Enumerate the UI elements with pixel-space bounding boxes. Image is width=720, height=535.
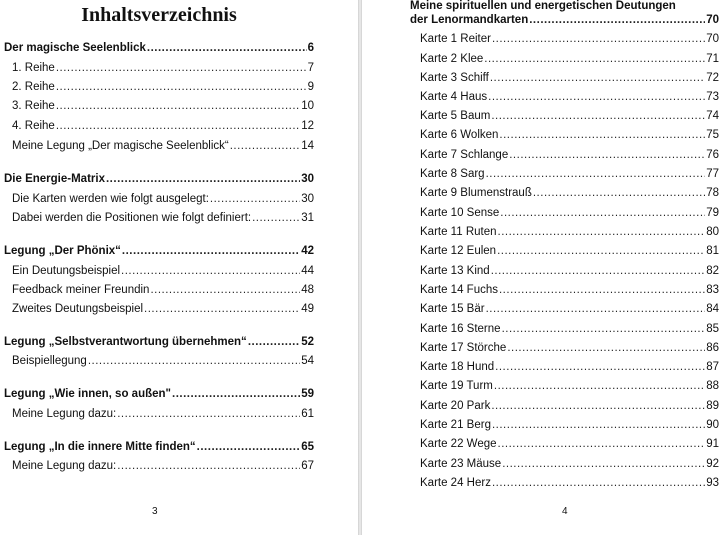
- toc-page: 85: [706, 323, 719, 335]
- toc-page: 74: [706, 110, 719, 122]
- toc-label: Karte 15 Bär: [420, 303, 485, 315]
- toc-card-2[interactable]: [420, 53, 719, 65]
- toc-label: Karte 12 Eulen: [420, 245, 497, 257]
- dot-leader: [494, 380, 705, 392]
- toc-entry-innere-mitte[interactable]: [4, 441, 314, 453]
- toc-label: Karte 2 Klee: [420, 53, 484, 65]
- toc-label: der Lenormandkarten: [410, 14, 529, 26]
- dot-leader: [56, 120, 300, 132]
- toc-label: Karte 1 Reiter: [420, 33, 491, 45]
- toc-entry-karten-ausgelegt[interactable]: [12, 193, 314, 205]
- toc-label: Karte 19 Turm: [420, 380, 493, 392]
- left-page: [0, 0, 358, 535]
- dot-leader: [491, 110, 705, 122]
- toc-entry-die-energie-matrix[interactable]: [4, 173, 314, 185]
- toc-entry-zweites-deutungsbeispiel[interactable]: [12, 303, 314, 315]
- toc-card-5[interactable]: [420, 110, 719, 122]
- toc-label: Karte 14 Fuchs: [420, 284, 498, 296]
- toc-card-23[interactable]: [420, 458, 719, 470]
- toc-entry-positionen-definiert[interactable]: [12, 212, 314, 224]
- toc-label: 2. Reihe: [12, 81, 55, 93]
- toc-label: Legung „In die innere Mitte finden“: [4, 441, 196, 453]
- dot-leader: [500, 207, 705, 219]
- toc-label: Karte 3 Schiff: [420, 72, 489, 84]
- toc-label: Karte 11 Ruten: [420, 226, 497, 238]
- toc-card-7[interactable]: [420, 149, 719, 161]
- dot-leader: [484, 53, 705, 65]
- toc-page: 83: [706, 284, 719, 296]
- toc-label: Karte 17 Störche: [420, 342, 507, 354]
- dot-leader: [230, 140, 301, 152]
- toc-card-14[interactable]: [420, 284, 719, 296]
- toc-label: Karte 22 Wege: [420, 438, 497, 450]
- dot-leader: [492, 419, 705, 431]
- toc-label: 3. Reihe: [12, 100, 55, 112]
- toc-page: 72: [706, 72, 719, 84]
- toc-page: 79: [706, 207, 719, 219]
- dot-leader: [497, 245, 705, 257]
- toc-page: 52: [301, 336, 314, 348]
- toc-entry-beispiellegung[interactable]: [12, 355, 314, 367]
- toc-page: 12: [301, 120, 314, 132]
- dot-leader: [56, 81, 307, 93]
- dot-leader: [491, 400, 705, 412]
- toc-card-1[interactable]: [420, 33, 719, 45]
- dot-leader: [147, 42, 307, 54]
- toc-label: Karte 9 Blumenstrauß: [420, 187, 532, 199]
- dot-leader: [172, 388, 300, 400]
- toc-label: Die Karten werden wie folgt ausgelegt:: [12, 193, 209, 205]
- toc-page: 87: [706, 361, 719, 373]
- toc-card-21[interactable]: [420, 419, 719, 431]
- dot-leader: [533, 187, 705, 199]
- toc-entry-meine-legung-dazu-2[interactable]: [12, 460, 314, 472]
- dot-leader: [488, 91, 705, 103]
- dot-leader: [88, 355, 300, 367]
- toc-label: Meine Legung dazu:: [12, 460, 117, 472]
- toc-label: Karte 10 Sense: [420, 207, 500, 219]
- toc-entry-ein-deutungsbeispiel[interactable]: [12, 265, 314, 277]
- toc-label: Karte 16 Sterne: [420, 323, 501, 335]
- toc-label: Ein Deutungsbeispiel: [12, 265, 121, 277]
- toc-page: 70: [706, 33, 719, 45]
- toc-page: 54: [301, 355, 314, 367]
- dot-leader: [197, 441, 301, 453]
- toc-page: 73: [706, 91, 719, 103]
- toc-page: 88: [706, 380, 719, 392]
- dot-leader: [210, 193, 300, 205]
- toc-entry-3-reihe[interactable]: [12, 100, 314, 112]
- toc-label: Legung „Selbstverantwortung übernehmen“: [4, 336, 247, 348]
- dot-leader: [117, 408, 300, 420]
- dot-leader: [117, 460, 300, 472]
- dot-leader: [492, 477, 705, 489]
- toc-label: Karte 13 Kind: [420, 265, 490, 277]
- toc-entry-lenormand-deutungen[interactable]: [410, 14, 719, 26]
- toc-card-4[interactable]: [420, 91, 719, 103]
- toc-page: 81: [706, 245, 719, 257]
- toc-page: 48: [301, 284, 314, 296]
- toc-page: 7: [307, 62, 314, 74]
- toc-page: 75: [706, 129, 719, 141]
- toc-label: Karte 5 Baum: [420, 110, 491, 122]
- toc-page: 44: [301, 265, 314, 277]
- toc-page: 49: [301, 303, 314, 315]
- dot-leader: [502, 323, 706, 335]
- toc-label: Meine Legung dazu:: [12, 408, 117, 420]
- toc-label: Der magische Seelenblick: [4, 42, 146, 54]
- toc-page: 42: [301, 245, 314, 257]
- dot-leader: [144, 303, 300, 315]
- toc-entry-meine-legung-dazu-1[interactable]: [12, 408, 314, 420]
- dot-leader: [248, 336, 300, 348]
- toc-label: Karte 6 Wolken: [420, 129, 499, 141]
- toc-label: Karte 20 Park: [420, 400, 491, 412]
- toc-card-13[interactable]: [420, 265, 719, 277]
- toc-label: Karte 21 Berg: [420, 419, 491, 431]
- dot-leader: [495, 361, 705, 373]
- dot-leader: [150, 284, 300, 296]
- toc-card-19[interactable]: [420, 380, 719, 392]
- toc-label: Karte 24 Herz: [420, 477, 491, 489]
- toc-page: 90: [706, 419, 719, 431]
- toc-card-15[interactable]: [420, 303, 719, 315]
- toc-page: 91: [706, 438, 719, 450]
- dot-leader: [490, 72, 705, 84]
- toc-label: Karte 23 Mäuse: [420, 458, 502, 470]
- toc-card-10[interactable]: [420, 207, 719, 219]
- toc-card-3[interactable]: [420, 72, 719, 84]
- toc-label: Legung „Wie innen, so außen": [4, 388, 171, 400]
- toc-page: 71: [706, 53, 719, 65]
- toc-entry-wie-innen-so-aussen[interactable]: [4, 388, 314, 400]
- toc-card-18[interactable]: [420, 361, 719, 373]
- toc-card-16[interactable]: [420, 323, 719, 335]
- toc-entry-legung-der-phoenix[interactable]: [4, 245, 314, 257]
- toc-page: 86: [706, 342, 719, 354]
- toc-label: Legung „Der Phönix“: [4, 245, 121, 257]
- toc-page: 59: [301, 388, 314, 400]
- section-heading-line1: Meine spirituellen und energetischen Deutungen: [410, 0, 676, 12]
- toc-card-20[interactable]: [420, 400, 719, 412]
- toc-card-12[interactable]: [420, 245, 719, 257]
- toc-entry-4-reihe[interactable]: [12, 120, 314, 132]
- dot-leader: [106, 173, 300, 185]
- dot-leader: [498, 438, 706, 450]
- dot-leader: [56, 100, 300, 112]
- dot-leader: [499, 284, 705, 296]
- toc-entry-2-reihe[interactable]: [12, 81, 314, 93]
- dot-leader: [499, 129, 705, 141]
- toc-page: 77: [706, 168, 719, 180]
- toc-page: 65: [301, 441, 314, 453]
- toc-label: Karte 8 Sarg: [420, 168, 485, 180]
- toc-entry-1-reihe[interactable]: [12, 62, 314, 74]
- dot-leader: [252, 212, 300, 224]
- toc-label: Feedback meiner Freundin: [12, 284, 150, 296]
- toc-page: 10: [301, 100, 314, 112]
- toc-card-9[interactable]: [420, 187, 719, 199]
- toc-label: Dabei werden die Positionen wie folgt definiert:: [12, 212, 252, 224]
- toc-label: Karte 7 Schlange: [420, 149, 509, 161]
- toc-page: 92: [706, 458, 719, 470]
- toc-page: 93: [706, 477, 719, 489]
- toc-page: 67: [301, 460, 314, 472]
- toc-card-24[interactable]: [420, 477, 719, 489]
- toc-label: Beispiellegung: [12, 355, 87, 367]
- toc-page: 80: [706, 226, 719, 238]
- toc-label: Zweites Deutungsbeispiel: [12, 303, 144, 315]
- toc-label: Karte 18 Hund: [420, 361, 495, 373]
- toc-page: 30: [301, 173, 314, 185]
- toc-entry-meine-legung-seelenblick[interactable]: [12, 140, 314, 152]
- dot-leader: [491, 265, 706, 277]
- toc-page: 9: [307, 81, 314, 93]
- dot-leader: [492, 33, 705, 45]
- toc-label: Die Energie-Matrix: [4, 173, 105, 185]
- toc-entry-der-magische-seelenblick[interactable]: [4, 42, 314, 54]
- toc-page: 14: [301, 140, 314, 152]
- toc-page: 84: [706, 303, 719, 315]
- dot-leader: [498, 226, 706, 238]
- toc-page: 61: [301, 408, 314, 420]
- toc-label: 4. Reihe: [12, 120, 55, 132]
- toc-page: 89: [706, 400, 719, 412]
- dot-leader: [486, 303, 706, 315]
- dot-leader: [121, 265, 300, 277]
- toc-page: 78: [706, 187, 719, 199]
- toc-page: 82: [706, 265, 719, 277]
- toc-label: Karte 4 Haus: [420, 91, 488, 103]
- dot-leader: [486, 168, 706, 180]
- toc-label: Meine Legung „Der magische Seelenblick“: [12, 140, 229, 152]
- toc-page: 76: [706, 149, 719, 161]
- toc-card-17[interactable]: [420, 342, 719, 354]
- toc-page: 6: [307, 42, 314, 54]
- toc-card-6[interactable]: [420, 129, 719, 141]
- toc-page: 30: [301, 193, 314, 205]
- toc-page: 70: [706, 14, 719, 26]
- dot-leader: [529, 14, 705, 26]
- page-number: 3: [152, 506, 158, 517]
- toc-card-22[interactable]: [420, 438, 719, 450]
- toc-card-8[interactable]: [420, 168, 719, 180]
- dot-leader: [56, 62, 307, 74]
- toc-entry-selbstverantwortung[interactable]: [4, 336, 314, 348]
- dot-leader: [507, 342, 705, 354]
- dot-leader: [122, 245, 300, 257]
- toc-card-11[interactable]: [420, 226, 719, 238]
- toc-entry-feedback-freundin[interactable]: [12, 284, 314, 296]
- toc-label: 1. Reihe: [12, 62, 55, 74]
- dot-leader: [502, 458, 705, 470]
- dot-leader: [509, 149, 705, 161]
- page-title: Inhaltsverzeichnis: [81, 4, 237, 26]
- page-number: 4: [562, 506, 568, 517]
- toc-page: 31: [301, 212, 314, 224]
